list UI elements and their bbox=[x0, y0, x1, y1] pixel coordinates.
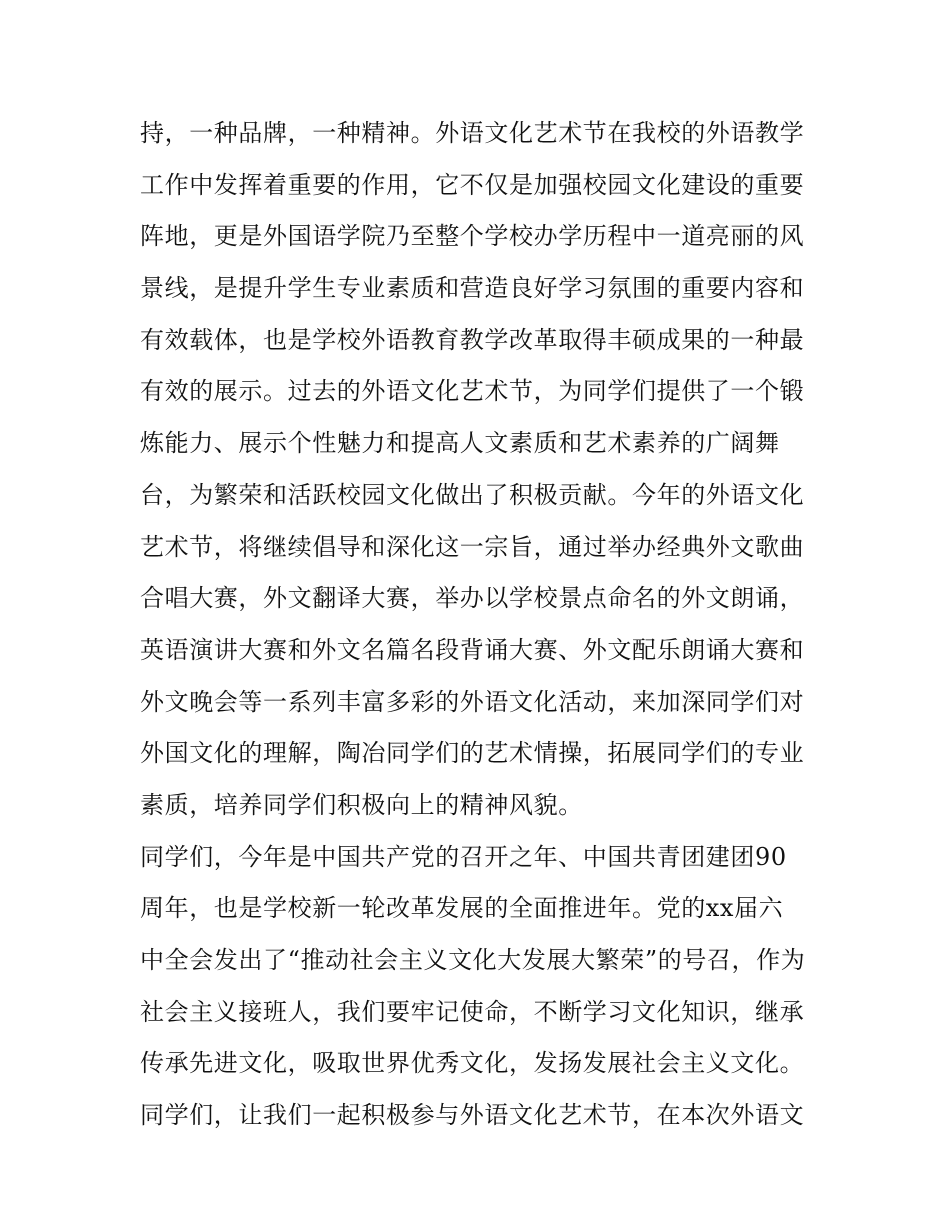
text-line: 周年，也是学校新一轮改革发展的全面推进年。党的xx届六 bbox=[140, 894, 784, 923]
text-line: 有效的展示。过去的外语文化艺术节，为同学们提供了一个锻 bbox=[140, 377, 805, 406]
text-line: 同学们，让我们一起积极参与外语文化艺术节，在本次外语文 bbox=[140, 1101, 805, 1130]
text-line: 同学们，今年是中国共产党的召开之年、中国共青团建团90 bbox=[140, 842, 787, 871]
text-line: 中全会发出了“推动社会主义文化大发展大繁荣”的号召，作为 bbox=[140, 946, 806, 974]
text-line: 外国文化的理解，陶冶同学们的艺术情操，拓展同学们的专业 bbox=[140, 739, 805, 768]
text-line: 素质，培养同学们积极向上的精神风貌。 bbox=[140, 790, 583, 819]
text-line: 外文晚会等一系列丰富多彩的外语文化活动，来加深同学们对 bbox=[140, 687, 805, 716]
text-line: 社会主义接班人，我们要牢记使命，不断学习文化知识，继承 bbox=[140, 997, 805, 1026]
text-line: 艺术节，将继续倡导和深化这一宗旨，通过举办经典外文歌曲 bbox=[140, 532, 805, 561]
text-line: 台，为繁荣和活跃校园文化做出了积极贡献。今年的外语文化 bbox=[140, 480, 805, 509]
text-line: 合唱大赛，外文翻译大赛，举办以学校景点命名的外文朗诵， bbox=[140, 584, 805, 613]
body-text bbox=[140, 108, 830, 1142]
text-line: 阵地，更是外国语学院乃至整个学校办学历程中一道亮丽的风 bbox=[140, 222, 805, 251]
text-line: 英语演讲大赛和外文名篇名段背诵大赛、外文配乐朗诵大赛和 bbox=[140, 635, 805, 664]
text-line: 工作中发挥着重要的作用，它不仅是加强校园文化建设的重要 bbox=[140, 170, 805, 199]
text-line: 持，一种品牌，一种精神。外语文化艺术节在我校的外语教学 bbox=[140, 119, 805, 147]
text-line: 炼能力、展示个性魅力和提高人文素质和艺术素养的广阔舞 bbox=[140, 429, 780, 458]
text-line: 景线，是提升学生专业素质和营造良好学习氛围的重要内容和 bbox=[140, 274, 805, 303]
text-line: 有效载体，也是学校外语教育教学改革取得丰硕成果的一种最 bbox=[140, 325, 805, 354]
text-line: 传承先进文化，吸取世界优秀文化，发扬发展社会主义文化。 bbox=[140, 1049, 805, 1078]
